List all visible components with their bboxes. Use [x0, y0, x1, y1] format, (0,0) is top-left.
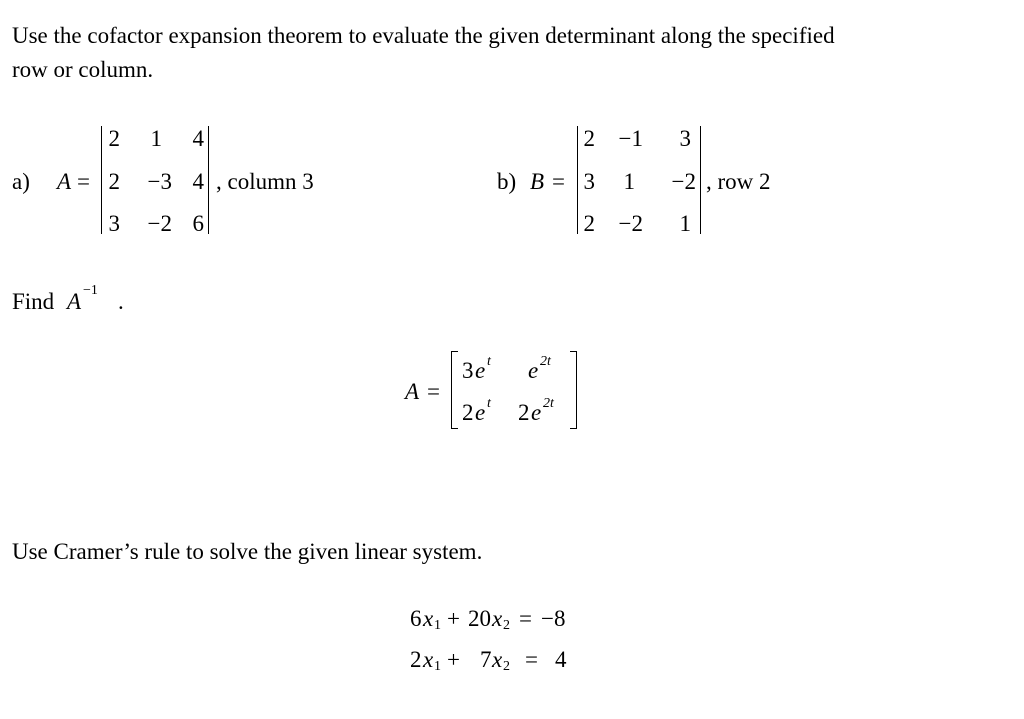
part-a-equals: = — [77, 169, 90, 194]
exp-r2c2-exp: 2t — [543, 396, 554, 411]
eq1-plus: + — [447, 606, 460, 631]
part-b-right-bar — [700, 126, 701, 234]
exp-r2c1-base: e — [475, 400, 486, 425]
part-b-left-bar — [577, 126, 578, 234]
eq1-rhs: −8 — [541, 606, 566, 631]
find-word: Find — [12, 289, 55, 314]
part-a-left-bar — [101, 126, 102, 234]
part-b-cell: −2 — [618, 211, 643, 236]
part-b-cell: 2 — [583, 126, 595, 151]
part-a-matrix-name: A — [57, 169, 72, 194]
part-b-cell: −1 — [618, 126, 643, 151]
part-a-cell: 1 — [150, 126, 162, 151]
exp-r1c2-base: e — [528, 358, 539, 383]
eq1-coef1: 6 — [410, 606, 422, 631]
part-a-cell: 4 — [192, 169, 204, 194]
exp-r2c1-coef: 2 — [462, 400, 474, 425]
eq2-coef2: 7 — [480, 647, 492, 672]
part-a-label: a) — [12, 169, 30, 194]
instruction-cramer: Use Cramer’s rule to solve the given linear system. — [12, 539, 483, 564]
exp-r1c2-exp: 2t — [540, 354, 551, 369]
instruction-cofactor-line1: Use the cofactor expansion theorem to evaluate the given determinant along the specified — [12, 23, 835, 48]
eq1-sub2: 2 — [503, 618, 510, 633]
find-matrix-name: A — [67, 289, 82, 314]
eq2-sub1: 1 — [434, 659, 441, 674]
eq2-var2: x — [492, 647, 503, 672]
part-b-equals: = — [552, 169, 565, 194]
part-a-cell: 4 — [192, 126, 204, 151]
exp-r1c1-base: e — [475, 358, 486, 383]
eq2-var1: x — [423, 647, 434, 672]
part-a-cell: 6 — [192, 211, 204, 236]
eq2-coef1: 2 — [410, 647, 422, 672]
exp-matrix-right-bracket — [570, 351, 577, 429]
exp-r1c1-coef: 3 — [462, 358, 474, 383]
find-exponent: −1 — [83, 283, 98, 298]
exp-matrix-name: A — [405, 379, 420, 404]
part-a-cell: 2 — [108, 169, 120, 194]
part-a-cell: 2 — [108, 126, 120, 151]
eq2-equals: = — [525, 647, 538, 672]
instruction-cofactor-line2: row or column. — [12, 57, 154, 82]
part-b-matrix-name: B — [530, 169, 545, 194]
exp-r2c1-exp: t — [487, 396, 491, 411]
exp-r2c2-base: e — [531, 400, 542, 425]
exp-matrix-equals: = — [427, 379, 440, 404]
part-b-cell: 2 — [583, 211, 595, 236]
find-period: . — [118, 289, 124, 314]
eq1-sub1: 1 — [434, 618, 441, 633]
part-b-cell: 3 — [679, 126, 691, 151]
part-a-right-bar — [208, 126, 209, 234]
eq1-equals: = — [519, 606, 532, 631]
exp-r2c2-coef: 2 — [518, 400, 530, 425]
eq1-coef2: 20 — [468, 606, 491, 631]
eq2-rhs: 4 — [555, 647, 567, 672]
part-b-cell: 1 — [679, 211, 691, 236]
eq2-plus: + — [447, 647, 460, 672]
eq1-var2: x — [492, 606, 503, 631]
exp-matrix-left-bracket — [451, 351, 458, 429]
part-a-spec: , column 3 — [216, 169, 314, 194]
eq1-var1: x — [423, 606, 434, 631]
part-b-label: b) — [497, 169, 517, 194]
part-b-cell: 3 — [583, 169, 595, 194]
eq2-sub2: 2 — [503, 659, 510, 674]
part-b-spec: , row 2 — [706, 169, 771, 194]
part-a-cell: −3 — [147, 169, 172, 194]
exp-r1c1-exp: t — [487, 354, 491, 369]
part-b-cell: 1 — [623, 169, 635, 194]
part-a-cell: −2 — [147, 211, 172, 236]
part-b-cell: −2 — [671, 169, 696, 194]
part-a-cell: 3 — [108, 211, 120, 236]
